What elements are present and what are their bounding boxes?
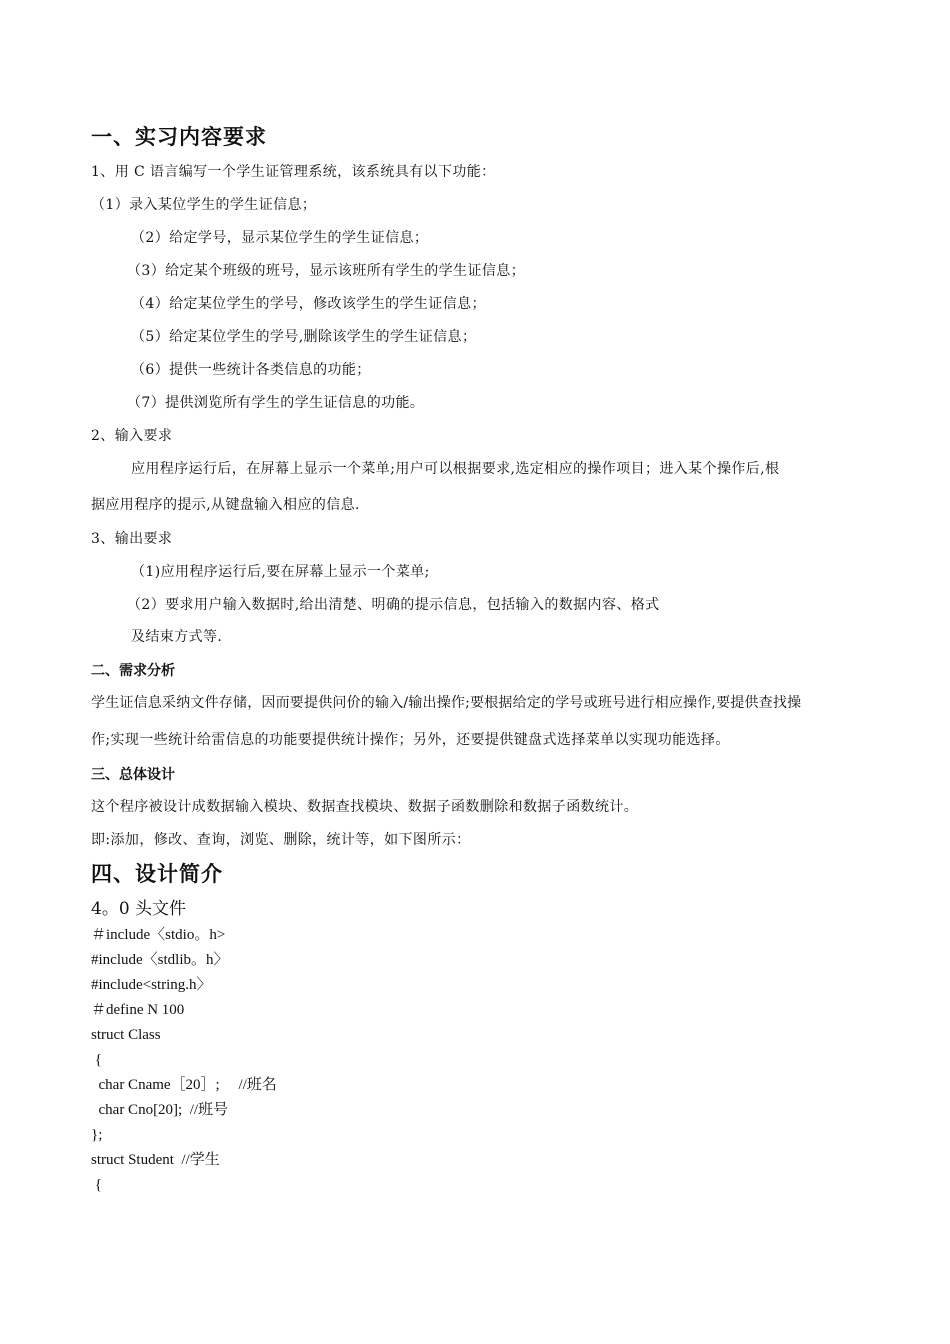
code-line: struct Class [91,1027,161,1043]
code-line: struct Student //学生 [91,1152,220,1168]
feature-item: （5）给定某位学生的学号,删除该学生的学生证信息； [131,329,477,345]
requirement-item-3: 3、输出要求 [91,531,173,547]
code-line: { [91,1177,102,1193]
input-paragraph-line: 应用程序运行后，在屏幕上显示一个菜单;用户可以根据要求,选定相应的操作项目；进入某个操作后,根 [131,461,780,477]
header-file-subheading: 4。0 头文件 [91,899,187,919]
section-heading-introduction: 四、设计简介 [91,861,223,886]
code-line: ＃include〈stdio。h> [91,927,226,943]
feature-item: （6）提供一些统计各类信息的功能； [131,362,371,378]
output-requirement: （1)应用程序运行后,要在屏幕上显示一个菜单; [131,564,430,580]
design-paragraph: 即:添加，修改、查询，浏览、删除，统计等，如下图所示： [91,832,471,848]
design-paragraph: 这个程序被设计成数据输入模块、数据查找模块、数据子函数删除和数据子函数统计。 [91,799,639,815]
section-heading-analysis: 二、需求分析 [91,663,175,679]
code-line: { [91,1052,102,1068]
requirement-item-1: 1、用 C 语言编写一个学生证管理系统，该系统具有以下功能： [91,164,496,180]
analysis-paragraph-line: 作;实现一些统计给雷信息的功能要提供统计操作；另外，还要提供键盘式选择菜单以实现功能选择。 [91,732,730,748]
section-heading-design: 三、总体设计 [91,767,175,783]
input-paragraph-line: 据应用程序的提示,从键盘输入相应的信息. [91,497,360,513]
feature-item: （2）给定学号，显示某位学生的学生证信息； [131,230,429,246]
section-heading-requirements: 一、实习内容要求 [91,124,267,149]
code-line: char Cname［20］; //班名 [91,1077,277,1093]
code-line: }; [91,1127,103,1143]
analysis-paragraph-line: 学生证信息采纳文件存储，因而要提供问价的输入/输出操作;要根据给定的学号或班号进行相应操作,要提供查找操 [91,695,802,711]
feature-item: （3）给定某个班级的班号，显示该班所有学生的学生证信息； [127,263,526,279]
output-requirement-continued: 及结束方式等. [131,629,223,645]
requirement-item-2: 2、输入要求 [91,428,173,444]
feature-item: （1）录入某位学生的学生证信息； [91,197,317,213]
feature-item: （4）给定某位学生的学号，修改该学生的学生证信息； [131,296,486,312]
code-line: #include〈stdlib。h〉 [91,952,229,968]
code-line: char Cno[20]; //班号 [91,1102,229,1118]
code-line: #include<string.h〉 [91,977,212,993]
feature-item: （7）提供浏览所有学生的学生证信息的功能。 [127,395,425,411]
code-line: ＃define N 100 [91,1002,185,1018]
output-requirement: （2）要求用户输入数据时,给出清楚、明确的提示信息，包括输入的数据内容、格式 [127,597,660,613]
